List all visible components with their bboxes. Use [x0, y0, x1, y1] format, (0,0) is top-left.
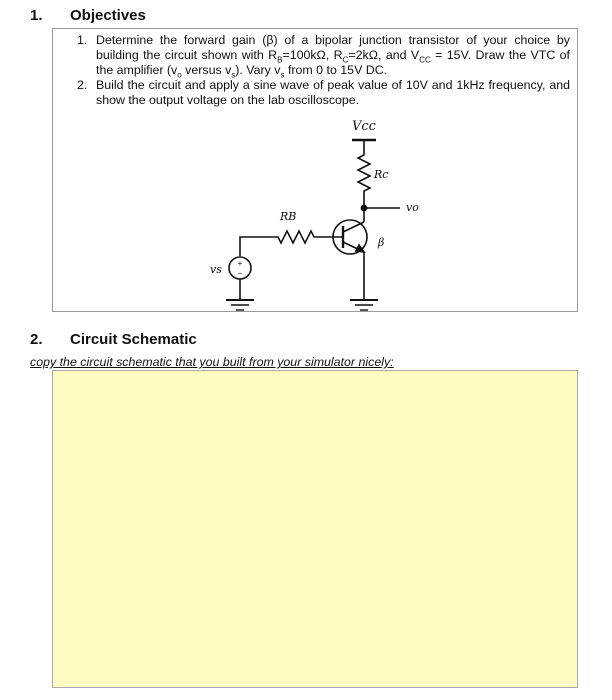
schematic-answer-box[interactable]	[52, 370, 578, 688]
section-1-title: Objectives	[70, 7, 146, 24]
objective-number: 2.	[77, 78, 88, 92]
bjt-collector-leg	[343, 222, 364, 232]
vo-label: vo	[406, 201, 419, 214]
section-1-number: 1.	[30, 7, 43, 24]
source-minus-sign: −	[237, 269, 243, 278]
objective-item-1: 1. Determine the forward gain (β) of a bipolar junction transistor of your choice by building the circuit shown with $R_B=100k\Omega$, $R_C=2k\Omega$, and $V_{CC} = 15V$. Draw the VTC of the amplifier ($v_o$ versus $v_s$). Vary $v_s$ from 0 to 15V DC.	[77, 33, 571, 80]
rb-label: RB	[280, 210, 297, 223]
rc-label: Rc	[374, 168, 389, 181]
rb-resistor	[240, 231, 326, 256]
beta-label: β	[378, 236, 385, 249]
vs-label: vs	[210, 263, 222, 276]
rc-resistor	[358, 140, 370, 208]
bjt-circuit-diagram	[0, 0, 612, 330]
schematic-instruction: copy the circuit schematic that you built from your simulator nicely:	[30, 355, 394, 369]
section-2-title: Circuit Schematic	[70, 331, 197, 348]
vcc-label: Vcc	[352, 119, 376, 134]
objective-number: 1.	[77, 33, 88, 47]
section-2-number: 2.	[30, 331, 43, 348]
source-plus-sign: +	[237, 259, 243, 268]
objective-item-2: 2. Build the circuit and apply a sine wave of peak value of 10V and 1kHz frequency, and show the output voltage on the lab oscilloscope.	[77, 78, 570, 107]
